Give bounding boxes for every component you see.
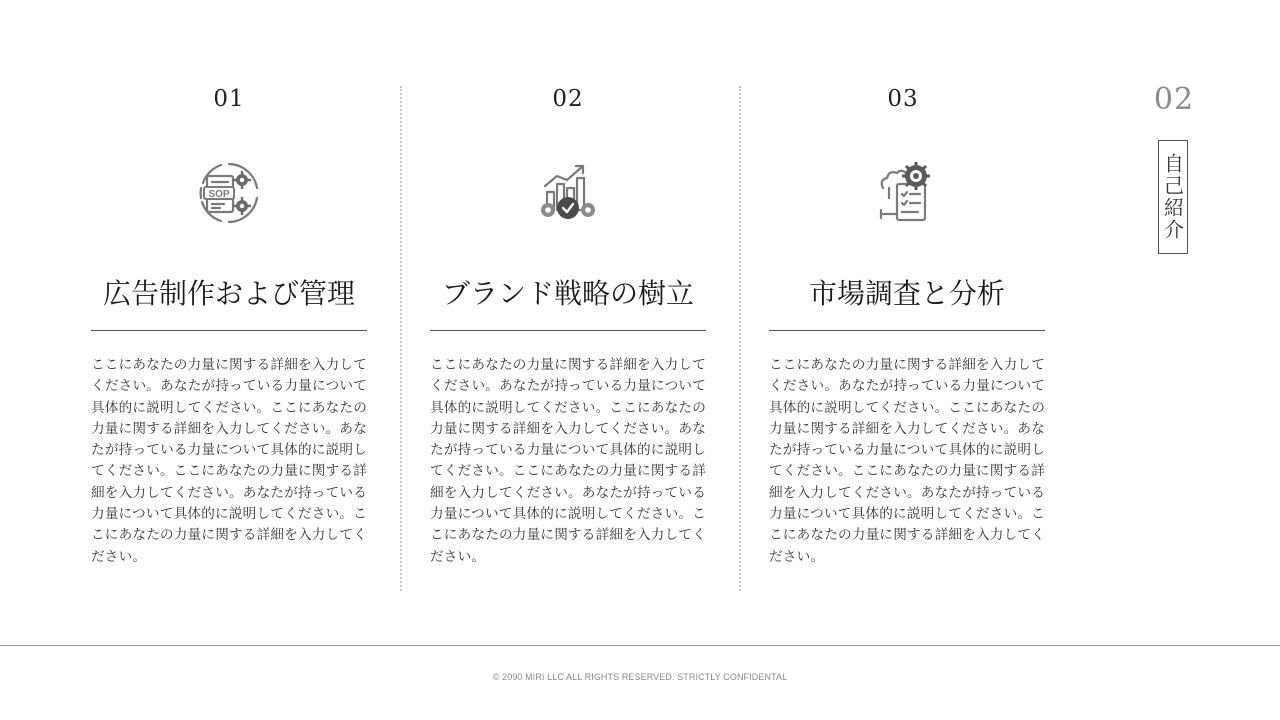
title-underline — [91, 330, 367, 331]
research-analysis-icon — [871, 158, 941, 228]
column-title: ブランド戦略の樹立 — [441, 277, 694, 310]
footer-divider — [0, 645, 1280, 646]
title-underline — [769, 330, 1045, 331]
growth-chart-icon — [533, 158, 603, 228]
column-number: 03 — [887, 86, 919, 112]
column-number: 02 — [552, 86, 584, 112]
column-description: ここにあなたの力量に関する詳細を入力してください。あなたが持っている力量について具体的に説明してください。ここにあなたの力量に関する詳細を入力してください。あなたが持っている力量について具体的に説明してください。ここにあなたの力量に関する詳細を入力してください。あなたが持っている力量について具体的に説明してください。ここにあなたの力量に関する詳細を入力してください。 — [430, 357, 706, 565]
column-title: 市場調査と分析 — [808, 277, 1005, 310]
page-number: 02 — [1153, 82, 1195, 117]
column-description: ここにあなたの力量に関する詳細を入力してください。あなたが持っている力量について具体的に説明してください。ここにあなたの力量に関する詳細を入力してください。あなたが持っている力量について具体的に説明してください。ここにあなたの力量に関する詳細を入力してください。あなたが持っている力量について具体的に説明してください。ここにあなたの力量に関する詳細を入力してください。 — [769, 357, 1045, 565]
sop-gear-icon — [194, 158, 264, 228]
column-description: ここにあなたの力量に関する詳細を入力してください。あなたが持っている力量について具体的に説明してください。ここにあなたの力量に関する詳細を入力してください。あなたが持っている力量について具体的に説明してください。ここにあなたの力量に関する詳細を入力してください。あなたが持っている力量について具体的に説明してください。ここにあなたの力量に関する詳細を入力してください。 — [91, 357, 367, 565]
column-divider — [739, 86, 741, 591]
footer-copyright: © 2090 MIRI LLC ALL RIGHTS RESERVED. STRICTLY CONFIDENTAL — [492, 672, 788, 682]
column-title: 広告制作および管理 — [102, 277, 355, 310]
column-number: 01 — [213, 86, 245, 112]
section-label-box — [1158, 140, 1188, 254]
column-divider — [400, 86, 402, 591]
title-underline — [430, 330, 706, 331]
section-title: 自己紹介 — [1160, 153, 1185, 241]
svg-text:SOP: SOP — [208, 189, 230, 200]
